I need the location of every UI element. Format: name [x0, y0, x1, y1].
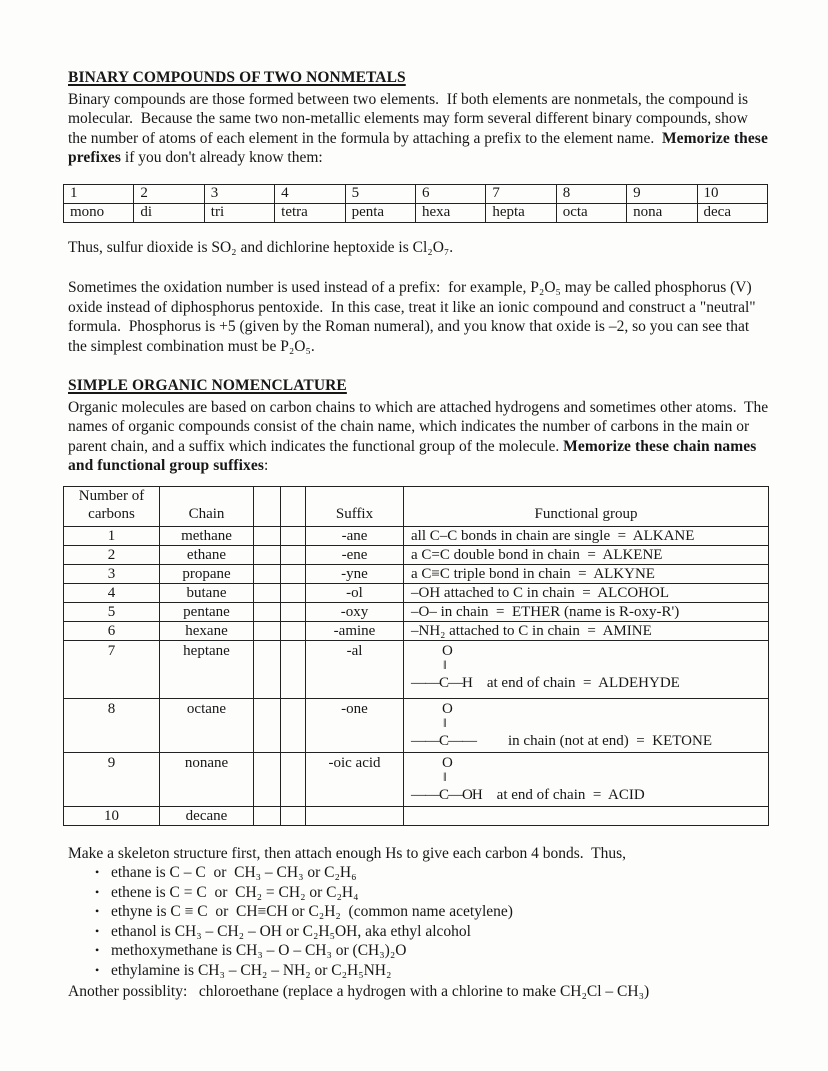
suffix-cell: -oic acid	[306, 752, 404, 806]
example-text: ethene is C = C or CH₂ = CH₂ or C₂H₄	[111, 883, 359, 901]
header-carbons-line1: Number of	[78, 487, 145, 504]
spacer-cell	[281, 752, 306, 806]
carbons-cell: 8	[64, 698, 160, 752]
functional-group-cell: all C–C bonds in chain are single = ALKANE	[404, 526, 769, 545]
spacer-cell	[281, 806, 306, 825]
example-text: methoxymethane is CH₃ – O – CH₃ or (CH₃)₂O	[111, 942, 407, 959]
table-row	[64, 752, 769, 806]
spacer-cell	[254, 545, 281, 564]
thus-line: Thus, sulfur dioxide is SO₂ and dichlorine heptoxide is Cl₂O₇.	[68, 238, 454, 256]
table-row	[64, 583, 769, 602]
spacer-cell	[254, 698, 281, 752]
prefix-name: deca	[697, 203, 767, 222]
section2-text: Organic molecules are based on carbon chains to which are attached hydrogens and sometimes other atoms. The names of organic compounds consist of the chain name, which indicates the number of carbons in the main or parent chain, and a suffix which indicates the functional group of the molecule.	[68, 398, 769, 455]
carbons-cell: 4	[64, 583, 160, 602]
carbons-cell: 2	[64, 545, 160, 564]
suffix-cell: -ene	[306, 545, 404, 564]
suffix-cell: -ol	[306, 583, 404, 602]
spacer-cell	[281, 526, 306, 545]
functional-group-cell: a C=C double bond in chain = ALKENE	[404, 545, 769, 564]
spacer-cell	[254, 583, 281, 602]
table-row	[64, 564, 769, 583]
spacer-cell	[254, 564, 281, 583]
prefix-number: 10	[697, 184, 767, 203]
oxidation-paragraph: Sometimes the oxidation number is used instead of a prefix: for example, P₂O₅ may be called phosphorus (V) oxide instead of diphosphorus pentoxide. In this case, treat it like an ionic compound and construct a "neutral" formula. Phosphorus is +5 (given by the Roman numeral), and you know that oxide is –2, so you can see that the simplest combination must be P₂O₅.	[68, 279, 756, 355]
prefix-name: nona	[627, 203, 697, 222]
prefix-number: 3	[204, 184, 274, 203]
oxygen-atom: O	[442, 642, 453, 659]
table-row	[64, 602, 769, 621]
table-row	[64, 698, 769, 752]
structure-note: at end of chain = ALDEHYDE	[486, 674, 680, 691]
table-row	[64, 640, 769, 698]
section1-text-end: if you don't already know them:	[121, 149, 323, 166]
header-functional-group: Functional group	[404, 486, 769, 526]
prefix-number: 6	[415, 184, 485, 203]
section1-paragraph	[68, 90, 770, 168]
oxygen-atom: O	[442, 700, 453, 717]
chain-cell: pentane	[160, 602, 254, 621]
chain-cell: ethane	[160, 545, 254, 564]
table-row	[64, 545, 769, 564]
oxygen-atom: O	[442, 754, 453, 771]
bullet-icon: •	[95, 904, 100, 918]
prefix-name: tetra	[275, 203, 345, 222]
table-row	[64, 621, 769, 640]
list-item	[68, 863, 770, 883]
carbons-cell: 10	[64, 806, 160, 825]
prefix-name: penta	[345, 203, 415, 222]
spacer-cell	[254, 752, 281, 806]
carbon-bond-line: ——C—OH	[411, 786, 482, 803]
spacer-cell	[254, 602, 281, 621]
double-bond-icon: ‖	[443, 768, 447, 784]
chain-cell: hexane	[160, 621, 254, 640]
section1-text: Binary compounds are those formed between two elements. If both elements are nonmetals, the compound is molecular. Because the same two non-metallic elements may form several different binary compounds, show the number of atoms of each element in the formula by attaching a prefix to the element name.	[68, 90, 749, 147]
prefix-name: octa	[556, 203, 626, 222]
suffix-cell: -ane	[306, 526, 404, 545]
aldehyde-structure	[411, 642, 766, 694]
prefix-names-row	[64, 203, 768, 222]
chain-cell: propane	[160, 564, 254, 583]
another-possibility-line: Another possiblity: chloroethane (replace a hydrogen with a chlorine to make CH₂Cl – CH₃)	[68, 983, 650, 1000]
acid-structure	[411, 754, 766, 806]
suffix-cell: -amine	[306, 621, 404, 640]
spacer-cell	[281, 621, 306, 640]
functional-group-cell: –NH₂ attached to C in chain = AMINE	[404, 621, 769, 640]
header-number-of-carbons	[64, 486, 160, 526]
carbon-bond-line: ——C——	[411, 732, 477, 749]
prefix-table	[63, 184, 768, 223]
double-bond-icon: ‖	[443, 714, 447, 730]
structure-baseline	[411, 673, 766, 694]
chain-cell: butane	[160, 583, 254, 602]
structure-baseline	[411, 731, 766, 752]
bullet-icon: •	[95, 962, 100, 977]
spacer-cell	[281, 583, 306, 602]
structure-note: at end of chain = ACID	[496, 786, 645, 803]
structure-baseline	[411, 785, 766, 806]
prefix-number: 2	[134, 184, 204, 203]
prefix-number: 1	[64, 184, 134, 203]
organic-table-header-row	[64, 486, 769, 526]
prefix-number: 9	[627, 184, 697, 203]
carbons-cell: 5	[64, 602, 160, 621]
examples-intro: Make a skeleton structure first, then attach enough Hs to give each carbon 4 bonds. Thus,	[68, 844, 626, 862]
example-text: ethanol is CH₃ – CH₂ – OH or C₂H₅OH, aka ethyl alcohol	[111, 922, 471, 940]
functional-group-cell	[404, 640, 769, 698]
spacer-cell	[281, 545, 306, 564]
list-item	[68, 961, 770, 981]
carbons-cell: 1	[64, 526, 160, 545]
carbon-bond-line: ——C—H	[411, 674, 472, 691]
carbons-cell: 9	[64, 752, 160, 806]
example-text: ethylamine is CH₃ – CH₂ – NH₂ or C₂H₅NH₂	[111, 961, 392, 979]
table-row	[64, 806, 769, 825]
examples-list	[68, 863, 770, 980]
spacer-cell	[254, 526, 281, 545]
bullet-icon: •	[95, 923, 100, 938]
organic-nomenclature-table	[63, 486, 769, 826]
list-item	[68, 941, 770, 961]
chain-cell: nonane	[160, 752, 254, 806]
spacer-cell	[281, 564, 306, 583]
header-suffix: Suffix	[306, 486, 404, 526]
memorize-chains-bold: Memorize these chain names and functional group suffixes	[68, 437, 757, 474]
functional-group-cell: –O– in chain = ETHER (name is R-oxy-R')	[404, 602, 769, 621]
section2-paragraph	[68, 398, 770, 476]
functional-group-cell	[404, 806, 769, 825]
chain-cell: decane	[160, 806, 254, 825]
spacer-cell	[281, 640, 306, 698]
prefix-number: 7	[486, 184, 556, 203]
list-item	[68, 902, 770, 922]
carbons-cell: 3	[64, 564, 160, 583]
carbons-cell: 7	[64, 640, 160, 698]
carbons-cell: 6	[64, 621, 160, 640]
example-text: ethane is C – C or CH₃ – CH₃ or C₂H₆	[111, 864, 357, 881]
section2-colon: :	[263, 457, 269, 474]
chain-cell: heptane	[160, 640, 254, 698]
suffix-cell	[306, 806, 404, 825]
suffix-cell: -yne	[306, 564, 404, 583]
spacer-cell	[281, 698, 306, 752]
prefix-name: hepta	[486, 203, 556, 222]
header-carbons-line2: carbons	[88, 506, 135, 522]
suffix-cell: -al	[306, 640, 404, 698]
spacer-cell	[281, 486, 306, 526]
section2-title: SIMPLE ORGANIC NOMENCLATURE	[68, 377, 347, 394]
functional-group-cell	[404, 752, 769, 806]
section1-title: BINARY COMPOUNDS OF TWO NONMETALS	[68, 69, 406, 86]
functional-group-cell: –OH attached to C in chain = ALCOHOL	[404, 583, 769, 602]
prefix-number: 8	[556, 184, 626, 203]
bullet-icon: •	[95, 943, 100, 957]
prefix-name: di	[134, 203, 204, 222]
suffix-cell: -oxy	[306, 602, 404, 621]
prefix-name: hexa	[415, 203, 485, 222]
list-item	[68, 883, 770, 903]
ketone-structure	[411, 700, 766, 752]
list-item	[68, 922, 770, 942]
example-text: ethyne is C ≡ C or CH≡CH or C₂H₂ (common name acetylene)	[111, 903, 513, 920]
prefix-numbers-row	[64, 184, 768, 203]
spacer-cell	[254, 486, 281, 526]
suffix-cell: -one	[306, 698, 404, 752]
spacer-cell	[254, 621, 281, 640]
functional-group-cell	[404, 698, 769, 752]
functional-group-cell: a C≡C triple bond in chain = ALKYNE	[404, 564, 769, 583]
double-bond-icon: ‖	[443, 656, 447, 672]
table-row	[64, 526, 769, 545]
bullet-icon: •	[95, 865, 100, 879]
prefix-name: tri	[204, 203, 274, 222]
header-chain: Chain	[160, 486, 254, 526]
chain-cell: methane	[160, 526, 254, 545]
spacer-cell	[254, 806, 281, 825]
spacer-cell	[254, 640, 281, 698]
prefix-number: 5	[345, 184, 415, 203]
spacer-cell	[281, 602, 306, 621]
memorize-prefixes-bold: Memorize these prefixes	[68, 129, 768, 166]
prefix-name: mono	[64, 203, 134, 222]
chain-cell: octane	[160, 698, 254, 752]
bullet-icon: •	[95, 884, 100, 899]
prefix-number: 4	[275, 184, 345, 203]
structure-note: in chain (not at end) = KETONE	[508, 732, 712, 749]
